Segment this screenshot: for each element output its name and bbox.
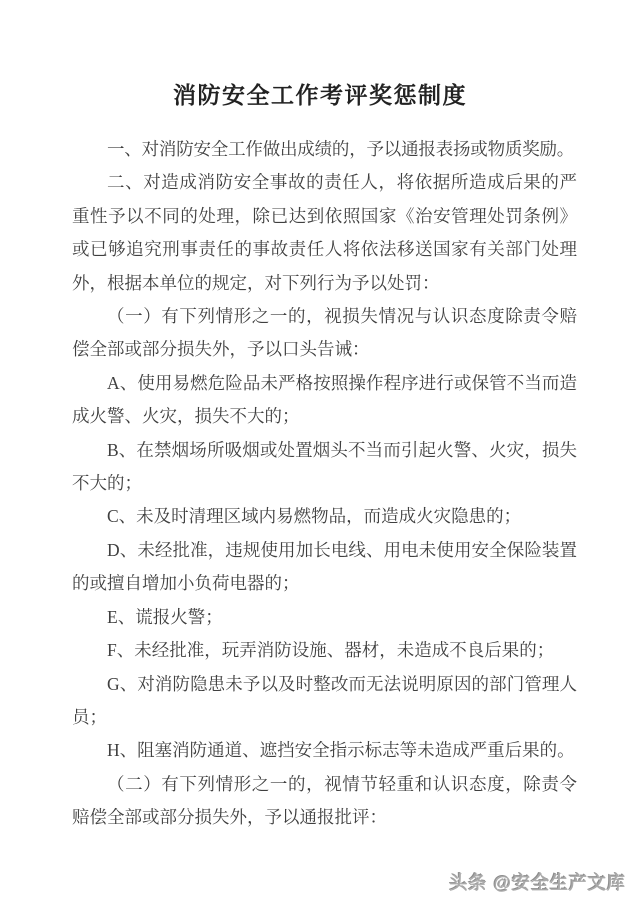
paragraph: 二、对造成消防安全事故的责任人，将依据所造成后果的严重性予以不同的处理，除已达到依照国家《治安管理处罚条例》或已够追究刑事责任的事故责任人将依法移送国家有关部门处理外，根据本单位的规定，对下列行为予以处罚： xyxy=(72,172,577,293)
paragraph: E、谎报火警； xyxy=(107,606,223,627)
page-title: 消防安全工作考评奖惩制度 xyxy=(173,82,467,108)
paragraph: 一、对消防安全工作做出成绩的，予以通报表扬或物质奖励。 xyxy=(107,139,575,159)
watermark-text: 头条 @安全生产文库 xyxy=(449,873,626,893)
paragraph: D、未经批准，违规使用加长电线、用电未使用安全保险装置的或擅自增加小负荷电器的； xyxy=(72,539,577,594)
paragraph: （二）有下列情形之一的，视情节轻重和认识态度，除责令赔偿全部或部分损失外，予以通报批评： xyxy=(72,773,577,828)
paragraph: （一）有下列情形之一的，视损失情况与认识态度除责令赔偿全部或部分损失外，予以口头告诫： xyxy=(72,306,577,360)
paragraph: A、使用易燃危险品未严格按照操作程序进行或保管不当而造成火警、火灾，损失不大的； xyxy=(72,372,577,427)
paragraph: C、未及时清理区域内易燃物品，而造成火灾隐患的； xyxy=(107,506,522,527)
paragraph: B、在禁烟场所吸烟或处置烟头不当而引起火警、火灾，损失不大的； xyxy=(72,439,577,494)
paragraph: F、未经批准，玩弄消防设施、器材，未造成不良后果的； xyxy=(107,640,555,661)
paragraph: G、对消防隐患未予以及时整改而无法说明原因的部门管理人员； xyxy=(72,673,577,727)
paragraph: H、阻塞消防通道、遮挡安全指示标志等未造成严重后果的。 xyxy=(107,740,575,761)
document-body xyxy=(72,133,577,835)
